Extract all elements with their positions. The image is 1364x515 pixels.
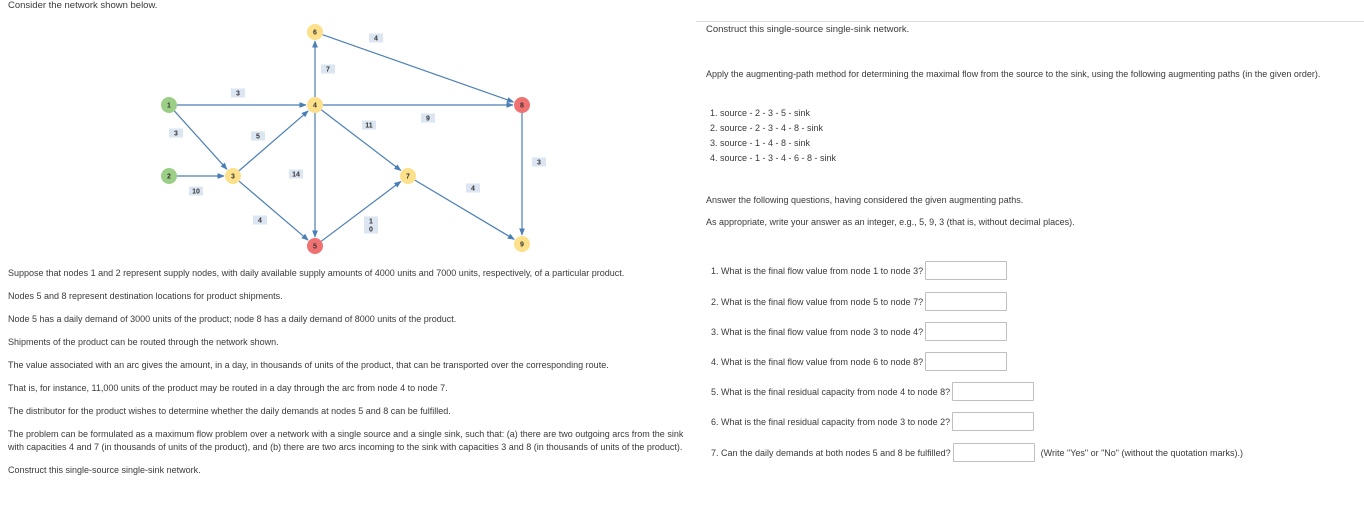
augmenting-paths-list [710,106,836,166]
node-8 [514,97,530,113]
question-1 [711,261,1007,280]
network-diagram [140,16,560,261]
node-label: 2 [167,173,171,181]
capacity-label-1-3 [169,129,183,138]
paragraph: Suppose that nodes 1 and 2 represent supply nodes, with daily available supply amounts of 4000 units and 7000 units, respectively, of a particular product. [8,268,625,278]
node-2 [161,168,177,184]
paragraph: Node 5 has a daily demand of 3000 units of the product; node 8 has a daily demand of 8000 units of the product. [8,314,457,324]
arc-1-3 [174,111,227,169]
capacity-value: 9 [426,115,430,123]
yes-no-hint: (Write "Yes" or "No" (without the quotation marks).) [1040,447,1244,458]
path-item: 2. source - 2 - 3 - 4 - 8 - sink [710,123,824,133]
capacity-value: 4 [374,35,378,43]
node-label: 7 [406,173,410,181]
arc-6-8 [323,35,514,102]
paragraph: Construct this single-source single-sink network. [8,465,201,475]
question-7 [711,443,1243,462]
path-item: 4. source - 1 - 3 - 4 - 6 - 8 - sink [710,153,837,163]
node-7 [400,168,416,184]
question-3 [711,322,1007,341]
capacity-label-7-9 [466,184,480,193]
capacity-value: 11 [365,122,373,130]
answer-input-4[interactable] [925,352,1007,371]
answer-input-1[interactable] [925,261,1007,280]
instructions: Apply the augmenting-path method for determining the maximal flow from the source to the sink, using the following augmenting paths (in the given order). [706,69,1321,79]
question-text: 4. What is the final flow value from node 6 to node 8? [711,356,924,367]
arc-7-9 [415,180,514,239]
capacity-value: 10 [192,188,200,196]
answer-input-3[interactable] [925,322,1007,341]
capacity-value: 3 [236,90,240,98]
paragraph: Shipments of the product can be routed through the network shown. [8,337,279,347]
capacity-label-4-5 [289,170,303,179]
capacity-label-4-6 [321,65,335,74]
answer-note: Answer the following questions, having considered the given augmenting paths. [706,195,1024,205]
answer-input-6[interactable] [952,412,1034,431]
node-label: 6 [313,29,317,37]
capacity-value: 3 [174,130,178,138]
capacity-label-4-7 [362,121,376,130]
divider [696,21,1364,22]
node-label: 4 [313,102,317,110]
node-label: 3 [231,173,235,181]
paragraph: The distributor for the product wishes to determine whether the daily demands at nodes 5 and 8 can be fulfilled. [8,406,451,416]
format-note: As appropriate, write your answer as an integer, e.g., 5, 9, 3 (that is, without decimal places). [706,217,1075,227]
capacity-label-4-8 [421,114,435,123]
paragraph: That is, for instance, 11,000 units of the product may be routed in a day through the arc from node 4 to node 7. [8,383,448,393]
capacity-value: 1 0 [369,218,373,234]
capacity-label-8-9 [532,158,546,167]
arc-4-7 [321,110,400,171]
question-text: 7. Can the daily demands at both nodes 5 and 8 be fulfilled? [711,447,951,458]
question-text: 1. What is the final flow value from node 1 to node 3? [711,265,924,276]
question-5 [711,382,1034,401]
question-text: 3. What is the final flow value from node 3 to node 4? [711,326,924,337]
capacity-value: 7 [326,66,330,74]
answer-input-2[interactable] [925,292,1007,311]
node-3 [225,168,241,184]
node-1 [161,97,177,113]
node-9 [514,236,530,252]
capacity-label-6-8 [369,34,383,43]
arc-3-5 [239,181,308,240]
question-text: 2. What is the final flow value from node 5 to node 7? [711,296,924,307]
node-4 [307,97,323,113]
question-6 [711,412,1034,431]
capacity-label-5-7 [364,217,378,234]
question-text: 5. What is the final residual capacity from node 4 to node 8? [711,386,951,397]
question-4 [711,352,1007,371]
panel-heading: Construct this single-source single-sink network. [706,24,910,35]
capacity-label-2-3 [189,187,203,196]
answer-input-5[interactable] [952,382,1034,401]
node-6 [307,24,323,40]
arc-3-4 [239,111,308,171]
problem-description [8,267,693,487]
paragraph: Nodes 5 and 8 represent destination locations for product shipments. [8,291,283,301]
paragraph: The problem can be formulated as a maximum flow problem over a network with a single source and a single sink, such that: (a) there are two outgoing arcs from the sink with capacities 4 and 7 (in thousands of units of the product), and (b) there are two arcs incoming to the sink with capacities 3 and 8 (in thousands of units of the product). [8,429,684,452]
capacity-label-1-4 [231,89,245,98]
intro-text: Consider the network shown below. [8,0,158,11]
capacity-value: 14 [292,171,300,179]
question-2 [711,292,1007,311]
answer-input-7[interactable] [953,443,1035,462]
capacity-value: 4 [258,217,262,225]
arc-5-7 [321,181,400,241]
node-label: 5 [313,243,317,251]
node-5 [307,238,323,254]
node-label: 9 [520,241,524,249]
path-item: 3. source - 1 - 4 - 8 - sink [710,138,811,148]
capacity-value: 5 [256,133,260,141]
capacity-value: 4 [471,185,475,193]
node-label: 8 [520,102,524,110]
paragraph: The value associated with an arc gives the amount, in a day, in thousands of units of the product, that can be transported over the corresponding route. [8,360,609,370]
capacity-label-3-5 [253,216,267,225]
node-label: 1 [167,102,171,110]
question-text: 6. What is the final residual capacity from node 3 to node 2? [711,416,951,427]
capacity-label-3-4 [251,132,265,141]
path-item: 1. source - 2 - 3 - 5 - sink [710,108,811,118]
capacity-value: 3 [537,159,541,167]
